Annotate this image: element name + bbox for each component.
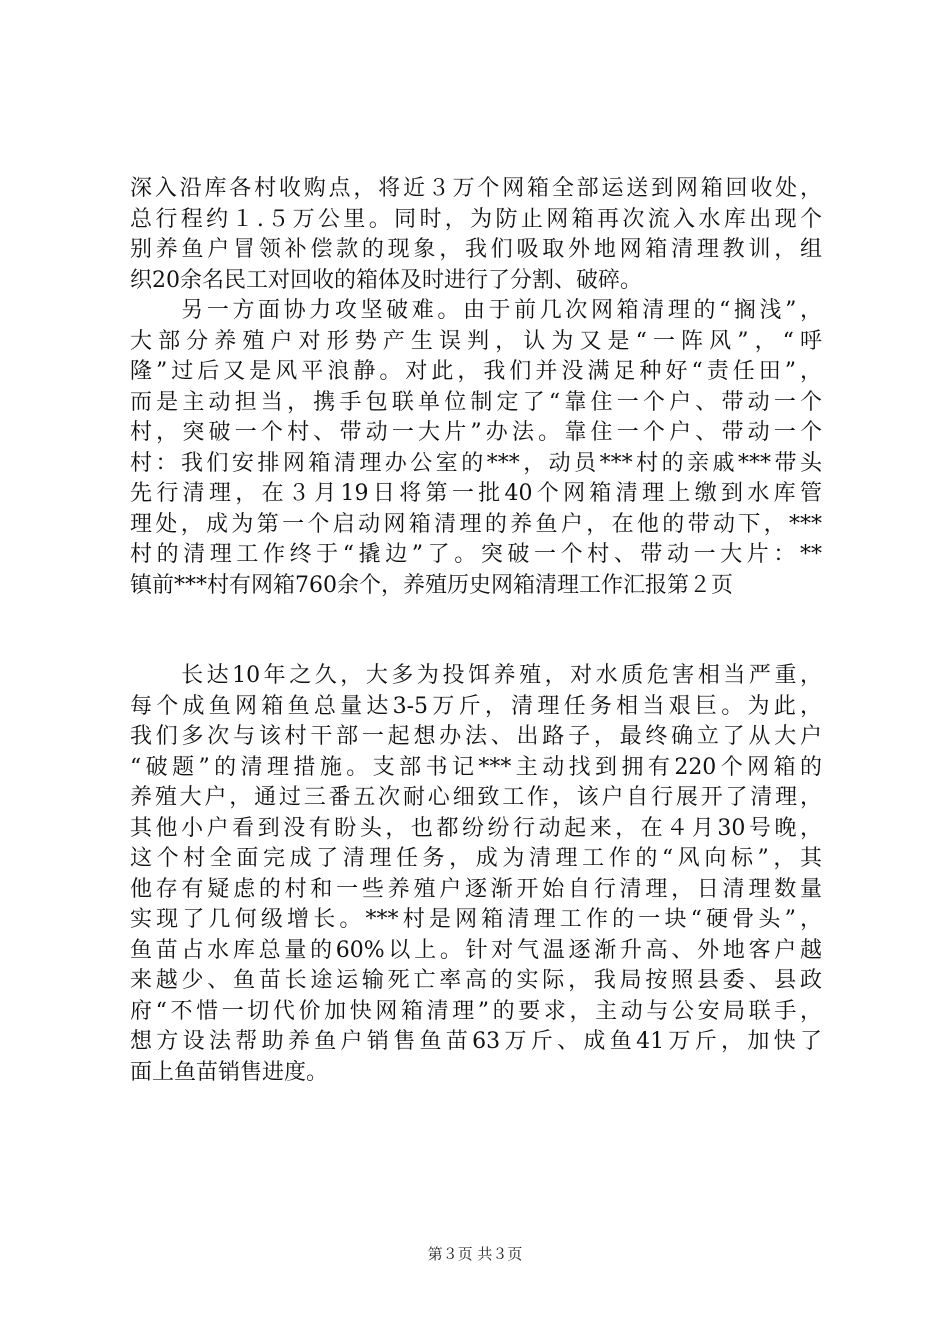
text-line: 村的清理工作终于“撬边”了。突破一个村、带动一大片：** (130, 542, 822, 567)
text-line: 深入沿库各村收购点，将近３万个网箱全部运送到网箱回收处， (130, 176, 822, 201)
text-line: 这个村全面完成了清理任务，成为清理工作的“风向标”，其 (130, 846, 822, 871)
text-line: 村，突破一个村、带动一大片”办法。靠住一个户、带动一个 (130, 420, 822, 445)
text-line: 镇前***村有网箱760余个，养殖历史网箱清理工作汇报第２页 (130, 572, 733, 598)
text-line: 面上鱼苗销售进度。 (130, 1059, 329, 1085)
text-line: 村：我们安排网箱清理办公室的***，动员***村的亲戚***带头 (130, 450, 822, 476)
text-line: 理处，成为第一个启动网箱清理的养鱼户，在他的带动下，*** (130, 511, 822, 537)
paragraph-start-line: 长达10年之久，大多为投饵养殖，对水质危害相当严重， (130, 663, 822, 688)
text-line: 总行程约１.５万公里。同时，为防止网箱再次流入水库出现个 (130, 206, 822, 232)
text-line: 隆”过后又是风平浪静。对此，我们并没满足种好“责任田”， (130, 359, 822, 384)
page-number: 第３页 共３页 (427, 1245, 523, 1263)
text-line: 别养鱼户冒领补偿款的现象，我们吸取外地网箱清理教训，组 (130, 237, 822, 262)
text-line: 实现了几何级增长。***村是网箱清理工作的一块“硬骨头”， (130, 907, 822, 932)
text-line: 想方设法帮助养鱼户销售鱼苗63万斤、成鱼41万斤，加快了 (130, 1029, 822, 1054)
paragraph-start-line: 另一方面协力攻坚破难。由于前几次网箱清理的“搁浅”， (130, 298, 822, 323)
text-line: 我们多次与该村干部一起想办法、出路子，最终确立了从大户 (130, 724, 822, 749)
page-footer (0, 1244, 950, 1264)
text-line: 每个成鱼网箱鱼总量达3-5万斤，清理任务相当艰巨。为此， (130, 693, 822, 719)
text-line: 大部分养殖户对形势产生误判，认为又是“一阵风”，“呼 (130, 328, 822, 354)
text-line: 先行清理，在３月19日将第一批40个网箱清理上缴到水库管 (130, 481, 822, 506)
body-text-section-1 (130, 174, 822, 601)
body-text-section-2 (130, 661, 822, 1088)
text-line: 养殖大户，通过三番五次耐心细致工作，该户自行展开了清理， (130, 785, 822, 810)
text-line: 他存有疑虑的村和一些养殖户逐渐开始自行清理，日清理数量 (130, 876, 822, 902)
text-line: 织20余名民工对回收的箱体及时进行了分割、破碎。 (130, 267, 642, 293)
text-line: 来越少、鱼苗长途运输死亡率高的实际，我局按照县委、县政 (130, 968, 822, 993)
text-line: 府“不惜一切代价加快网箱清理”的要求，主动与公安局联手， (130, 998, 822, 1024)
text-line: “破题”的清理措施。支部书记***主动找到拥有220个网箱的 (130, 754, 822, 780)
text-line: 而是主动担当，携手包联单位制定了“靠住一个户、带动一个 (130, 389, 822, 415)
text-line: 鱼苗占水库总量的60%以上。针对气温逐渐升高、外地客户越 (130, 937, 822, 963)
text-line: 其他小户看到没有盼头，也都纷纷行动起来，在４月30号晚， (130, 815, 822, 841)
